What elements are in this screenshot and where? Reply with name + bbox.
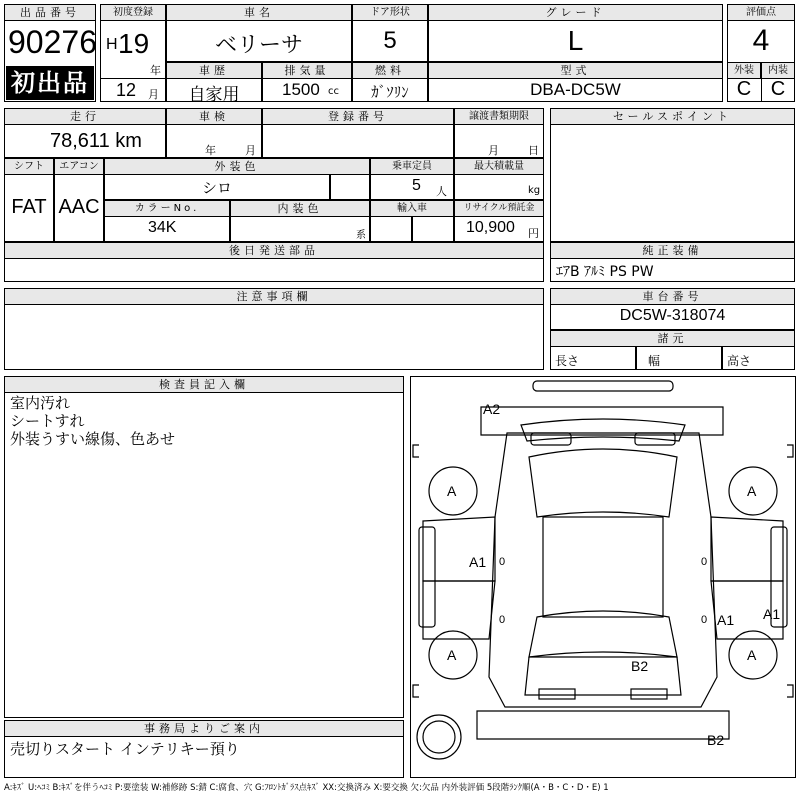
- mark-a-wheel-rl: A: [447, 647, 457, 663]
- rear-bumper: [477, 711, 729, 739]
- transfer-day-unit: 日: [528, 144, 539, 157]
- import-label: 輸入車: [370, 200, 454, 217]
- hood-outline: [481, 407, 723, 435]
- max-load-unit: kg: [528, 185, 541, 196]
- recycle-unit: 円: [528, 227, 539, 240]
- displacement-label: 排気量: [262, 62, 352, 79]
- capacity: 5: [412, 177, 421, 194]
- capacity-label: 乗車定員: [370, 158, 454, 175]
- doors: 5: [383, 27, 397, 54]
- exterior-grade: C: [736, 78, 752, 100]
- int-color-unit: 系: [356, 230, 366, 241]
- capacity-unit: 人: [436, 185, 447, 198]
- inspection-month-unit: 月: [245, 144, 256, 157]
- zero-4: 0: [701, 614, 708, 626]
- sales-point-box: [550, 124, 795, 242]
- mark-a1-door-rr: A1: [717, 612, 735, 628]
- recycle: 10,900: [466, 219, 515, 236]
- lot-label: 出品番号: [4, 4, 96, 21]
- displacement-unit: cc: [328, 86, 339, 97]
- month-unit: 月: [148, 88, 159, 101]
- fuel: ｶﾞｿﾘﾝ: [371, 83, 409, 101]
- lot-number: 90276: [8, 24, 97, 60]
- mark-a-wheel-rr: A: [747, 647, 757, 663]
- chassis: DC5W-318074: [619, 307, 726, 324]
- later-parts-label: 後日発送部品: [4, 242, 544, 259]
- car-name-label: 車名: [166, 4, 352, 21]
- ext-color: シロ: [201, 179, 232, 197]
- grade: L: [567, 25, 584, 56]
- reg-year: 19: [118, 28, 150, 59]
- mark-a1-sill-r: A1: [763, 606, 781, 622]
- color-no: 34K: [148, 219, 177, 236]
- mark-a-wheel-fr: A: [747, 483, 757, 499]
- int-color-label: 内装色: [230, 200, 370, 217]
- caution-box: [4, 304, 544, 370]
- ac: AAC: [58, 196, 100, 218]
- transfer-label: 譲渡書類期限: [454, 108, 544, 125]
- mark-b2-rear: B2: [707, 732, 725, 748]
- score-label: 評価点: [727, 4, 795, 21]
- mileage-label: 走行: [4, 108, 166, 125]
- bracket-rl: [413, 685, 419, 697]
- inspection-label: 車検: [166, 108, 262, 125]
- mark-a2-front: A2: [483, 401, 501, 417]
- height-label: 高さ: [727, 354, 752, 368]
- ac-label: エアコン: [54, 158, 104, 175]
- inspector-note-2: シートすれ: [10, 412, 85, 430]
- first-reg-label: 初度登録: [100, 4, 166, 21]
- office-label: 事務局よりご案内: [4, 720, 404, 737]
- reg-month: 12: [116, 80, 137, 100]
- damage-diagram: [410, 376, 796, 778]
- sill-left: [419, 527, 435, 627]
- later-parts-box: [4, 258, 544, 282]
- zero-2: 0: [701, 556, 708, 568]
- door-fr: [711, 517, 783, 581]
- shift: FAT: [11, 196, 47, 218]
- mark-a-wheel-fl: A: [447, 483, 457, 499]
- length-label: 長さ: [555, 354, 580, 368]
- score: 4: [752, 24, 770, 57]
- zero-1: 0: [499, 556, 506, 568]
- bracket-fl: [413, 445, 419, 457]
- model: DBA-DC5W: [530, 80, 621, 99]
- windshield: [529, 449, 677, 517]
- equipment: ｴｱB ｱﾙﾐ PS PW: [556, 264, 654, 280]
- inspector-note-1: 室内汚れ: [10, 394, 71, 412]
- rear-window: [529, 611, 677, 657]
- shift-label: シフト: [4, 158, 54, 175]
- mileage: 78,611 km: [50, 130, 142, 152]
- reg-number-label: 登録番号: [262, 108, 454, 125]
- bracket-fr: [787, 445, 793, 457]
- max-load-label: 最大積載量: [454, 158, 544, 175]
- car-name: ベリーサ: [214, 33, 303, 58]
- width-label: 幅: [648, 354, 661, 368]
- mark-b2-trunk: B2: [631, 658, 649, 674]
- grade-label: グレード: [428, 4, 723, 21]
- history-label: 車歴: [166, 62, 262, 79]
- door-rl: [423, 581, 495, 639]
- era: H: [106, 36, 118, 53]
- door-fl: [423, 517, 495, 581]
- displacement: 1500: [282, 80, 320, 99]
- ext-color-label: 外装色: [104, 158, 370, 175]
- specs-label: 諸元: [550, 330, 795, 347]
- exterior-grade-label: 外装: [727, 62, 761, 79]
- color-no-label: カラーNo.: [104, 200, 230, 217]
- bracket-rr: [787, 685, 793, 697]
- car-diagram-svg: [411, 377, 795, 777]
- model-label: 型式: [428, 62, 723, 79]
- front-bumper: [533, 381, 673, 391]
- sales-point-label: セールスポイント: [550, 108, 795, 125]
- interior-grade-label: 内装: [761, 62, 795, 79]
- front-grille: [521, 419, 685, 441]
- roof: [543, 517, 663, 617]
- history: 自家用: [188, 85, 240, 105]
- spare-tire-inner: [423, 721, 455, 753]
- year-unit: 年: [150, 64, 161, 77]
- chassis-label: 車台番号: [550, 288, 795, 305]
- inspector-note-3: 外装うすい線傷、色あせ: [10, 430, 176, 448]
- first-listing-badge: 初出品: [6, 66, 94, 100]
- interior-grade: C: [770, 78, 786, 100]
- recycle-label: リサイクル預託金: [454, 200, 544, 217]
- fuel-label: 燃料: [352, 62, 428, 79]
- inspection-year-unit: 年: [205, 144, 216, 157]
- doors-label: ドア形状: [352, 4, 428, 21]
- body-outline: [489, 433, 717, 707]
- caution-label: 注意事項欄: [4, 288, 544, 305]
- zero-3: 0: [499, 614, 506, 626]
- legend: A:ｷｽﾞ U:ﾍｺﾐ B:ｷｽﾞを伴うﾍｺﾐ P:要塗装 W:補修跡 S:錆 C:腐食、穴 G:ﾌﾛﾝﾄｶﾞﾗｽ点ｷｽﾞ XX:交換済み X:要交換 欠:欠品 内外装評価 5段階ﾗﾝｸ順(A・B・C・D・E) 1: [4, 783, 609, 793]
- equipment-label: 純正装備: [550, 242, 795, 259]
- transfer-month-unit: 月: [488, 144, 499, 157]
- office-text: 売切りスタート インテリキー預り: [10, 740, 240, 758]
- inspector-label: 検査員記入欄: [4, 376, 404, 393]
- taillight-right: [631, 689, 667, 699]
- mark-a1-door-fl: A1: [469, 554, 487, 570]
- taillight-left: [539, 689, 575, 699]
